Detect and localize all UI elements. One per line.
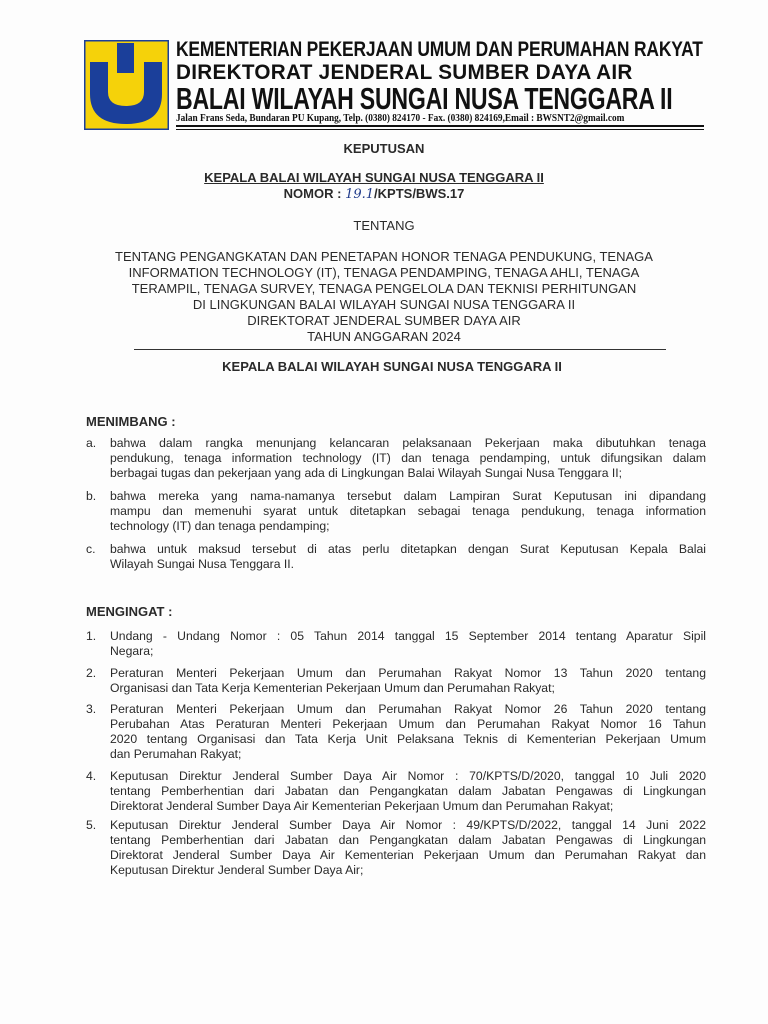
text-line: Organisasi dan Tata Kerja Kementerian Pekerjaan Umum dan Perumahan Rakyat;: [110, 681, 555, 695]
letterhead-rule-thin: [176, 129, 704, 130]
item-text: [110, 702, 706, 762]
subject-line: INFORMATION TECHNOLOGY (IT), TENAGA PENDAMPING, TENAGA AHLI, TENAGA: [128, 265, 640, 280]
menimbang-heading: MENIMBANG :: [86, 414, 176, 429]
text-line: Direktorat Jenderal Sumber Daya Air Kementerian Pekerjaan Umum dan Perumahan Rakyat;: [110, 799, 614, 813]
text-line: Peraturan Menteri Pekerjaan Umum dan Perumahan Rakyat Nomor 26 Tahun 2020 tentang: [110, 702, 706, 716]
item-text: [110, 769, 706, 814]
text-line: dan Perumahan Rakyat;: [110, 747, 242, 761]
item-text: [110, 666, 706, 696]
decree-number: [74, 186, 674, 202]
text-line: bahwa dalam rangka menunjang kelancaran pelaksanaan Pekerjaan maka dibutuhkan tenaga: [110, 436, 706, 450]
text-line: berbagai tugas dan pekerjaan yang ada di Lingkungan Balai Wilayah Sungai Nusa Tenggara II;: [110, 466, 623, 480]
subject-line: TAHUN ANGGARAN 2024: [307, 329, 461, 344]
item-marker: 5.: [86, 818, 97, 832]
item-text: [110, 489, 706, 534]
subject-line: DI LINGKUNGAN BALAI WILAYAH SUNGAI NUSA TENGGARA II: [192, 297, 576, 312]
text-line: pendukung, tenaga information technology (IT) dan tenaga pendamping, untuk difungsikan dalam: [110, 451, 706, 465]
text-line: tentang Pemberhentian dari Jabatan dan Pengangkatan dalam Jabatan Pengawas di Lingkungan: [110, 784, 706, 798]
text-line: Keputusan Direktur Jenderal Sumber Daya Air Nomor : 49/KPTS/D/2022, tanggal 14 Juni 2022: [110, 818, 706, 832]
text-line: bahwa mereka yang nama-namanya tersebut dalam Lampiran Surat Keputusan ini dipandang: [110, 489, 706, 503]
authority-title: KEPALA BALAI WILAYAH SUNGAI NUSA TENGGARA II: [222, 359, 562, 374]
text-line: Wilayah Sungai Nusa Tenggara II.: [110, 557, 295, 571]
office-name: BALAI WILAYAH SUNGAI NUSA TENGGARA II: [176, 81, 673, 116]
issuer-title: KEPALA BALAI WILAYAH SUNGAI NUSA TENGGARA II: [204, 170, 544, 185]
text-line: Peraturan Menteri Pekerjaan Umum dan Perumahan Rakyat Nomor 13 Tahun 2020 tentang: [110, 666, 706, 680]
text-line: bahwa untuk maksud tersebut di atas perlu ditetapkan dengan Surat Keputusan Kepala Balai: [110, 542, 706, 556]
mengingat-heading: MENGINGAT :: [86, 604, 173, 619]
text-line: mampu dan memenuhi syarat untuk ditetapkan sebagai tenaga pendukung, tenaga information: [110, 504, 706, 518]
text-line: Keputusan Direktur Jenderal Sumber Daya Air Nomor : 70/KPTS/D/2020, tanggal 10 Juli 2020: [110, 769, 706, 783]
subject-line: DIREKTORAT JENDERAL SUMBER DAYA AIR: [247, 313, 521, 328]
item-text: [110, 436, 706, 481]
item-text: [110, 542, 706, 572]
directorate-name: DIREKTORAT JENDERAL SUMBER DAYA AIR: [176, 61, 633, 84]
subject-line: TERAMPIL, TENAGA SURVEY, TENAGA PENGELOLA DAN TEKNISI PERHITUNGAN: [131, 281, 637, 296]
letterhead-rule: [176, 125, 704, 127]
item-marker: a.: [86, 436, 97, 450]
text-line: Keputusan Direktur Jenderal Sumber Daya Air;: [110, 863, 364, 877]
item-marker: 1.: [86, 629, 97, 643]
document-type: KEPUTUSAN: [343, 141, 425, 156]
text-line: Negara;: [110, 644, 154, 658]
pu-logo: [84, 40, 169, 130]
nomor-suffix: /KPTS/BWS.17: [374, 186, 465, 201]
handwritten-number: 19.1: [345, 187, 375, 202]
text-line: tentang Pemberhentian dari Jabatan dan Pengangkatan dalam Jabatan Pengawas di Lingkungan: [110, 833, 706, 847]
item-marker: 2.: [86, 666, 97, 680]
text-line: 2020 tentang Organisasi dan Tata Kerja Unit Pelaksana Teknis di Kementerian Pekerjaan Umum: [110, 732, 706, 746]
tentang-label: TENTANG: [353, 218, 415, 233]
item-marker: 3.: [86, 702, 97, 716]
item-marker: b.: [86, 489, 97, 503]
text-line: Undang - Undang Nomor : 05 Tahun 2014 tanggal 15 September 2014 tentang Aparatur Sipil: [110, 629, 706, 643]
office-address: Jalan Frans Seda, Bundaran PU Kupang, Telp. (0380) 824170 - Fax. (0380) 824169,Email : BWSNT2@gmail.com: [176, 113, 625, 124]
item-marker: c.: [86, 542, 96, 556]
ministry-name: KEMENTERIAN PEKERJAAN UMUM DAN PERUMAHAN RAKYAT: [176, 38, 703, 61]
item-text: [110, 629, 706, 659]
text-line: Direktorat Jenderal Sumber Daya Air Kementerian Pekerjaan Umum dan Perumahan Rakyat dan: [110, 848, 706, 862]
subject-line: TENTANG PENGANGKATAN DAN PENETAPAN HONOR TENAGA PENDUKUNG, TENAGA: [115, 249, 653, 264]
text-line: Perubahan Atas Peraturan Menteri Pekerjaan Umum dan Perumahan Rakyat Nomor 16 Tahun: [110, 717, 706, 731]
item-marker: 4.: [86, 769, 97, 783]
nomor-label: NOMOR :: [283, 186, 342, 201]
text-line: technology (IT) dan tenaga pendamping;: [110, 519, 330, 533]
item-text: [110, 818, 706, 878]
title-divider: [134, 349, 666, 350]
